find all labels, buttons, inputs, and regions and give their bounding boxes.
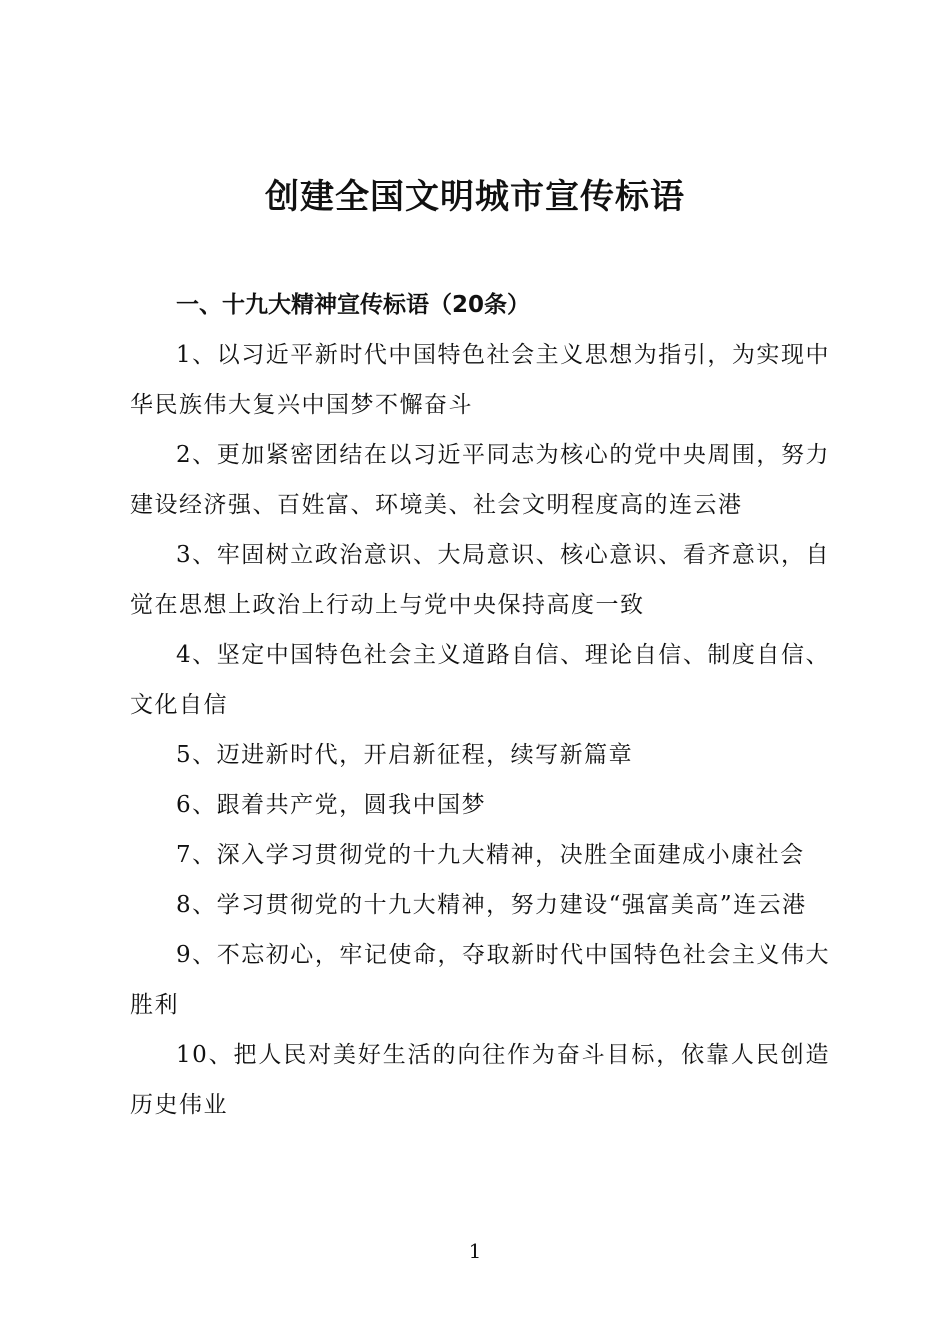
document-title: 创建全国文明城市宣传标语 xyxy=(265,177,685,217)
slogan-item-10: 10、把人民对美好生活的向往作为奋斗目标，依靠人民创造历史伟业 xyxy=(130,1042,830,1118)
slogan-item-9: 9、不忘初心，牢记使命，夺取新时代中国特色社会主义伟大胜利 xyxy=(130,942,830,1018)
slogan-item-5: 5、迈进新时代，开启新征程，续写新篇章 xyxy=(176,742,634,768)
page-number: 1 xyxy=(468,1239,482,1263)
document-body xyxy=(130,280,830,1130)
section-heading: 一、十九大精神宣传标语（20条） xyxy=(176,292,531,318)
slogan-item-6: 6、跟着共产党，圆我中国梦 xyxy=(176,792,487,818)
slogan-item-4: 4、坚定中国特色社会主义道路自信、理论自信、制度自信、文化自信 xyxy=(130,642,830,718)
slogan-item-8: 8、学习贯彻党的十九大精神，努力建设“强富美高”连云港 xyxy=(176,892,807,918)
slogan-item-3: 3、牢固树立政治意识、大局意识、核心意识、看齐意识，自觉在思想上政治上行动上与党中央保持高度一致 xyxy=(130,542,830,618)
slogan-item-1: 1、以习近平新时代中国特色社会主义思想为指引，为实现中华民族伟大复兴中国梦不懈奋斗 xyxy=(130,342,830,418)
slogan-item-2: 2、更加紧密团结在以习近平同志为核心的党中央周围，努力建设经济强、百姓富、环境美、社会文明程度高的连云港 xyxy=(130,442,830,518)
slogan-item-7: 7、深入学习贯彻党的十九大精神，决胜全面建成小康社会 xyxy=(176,842,805,868)
